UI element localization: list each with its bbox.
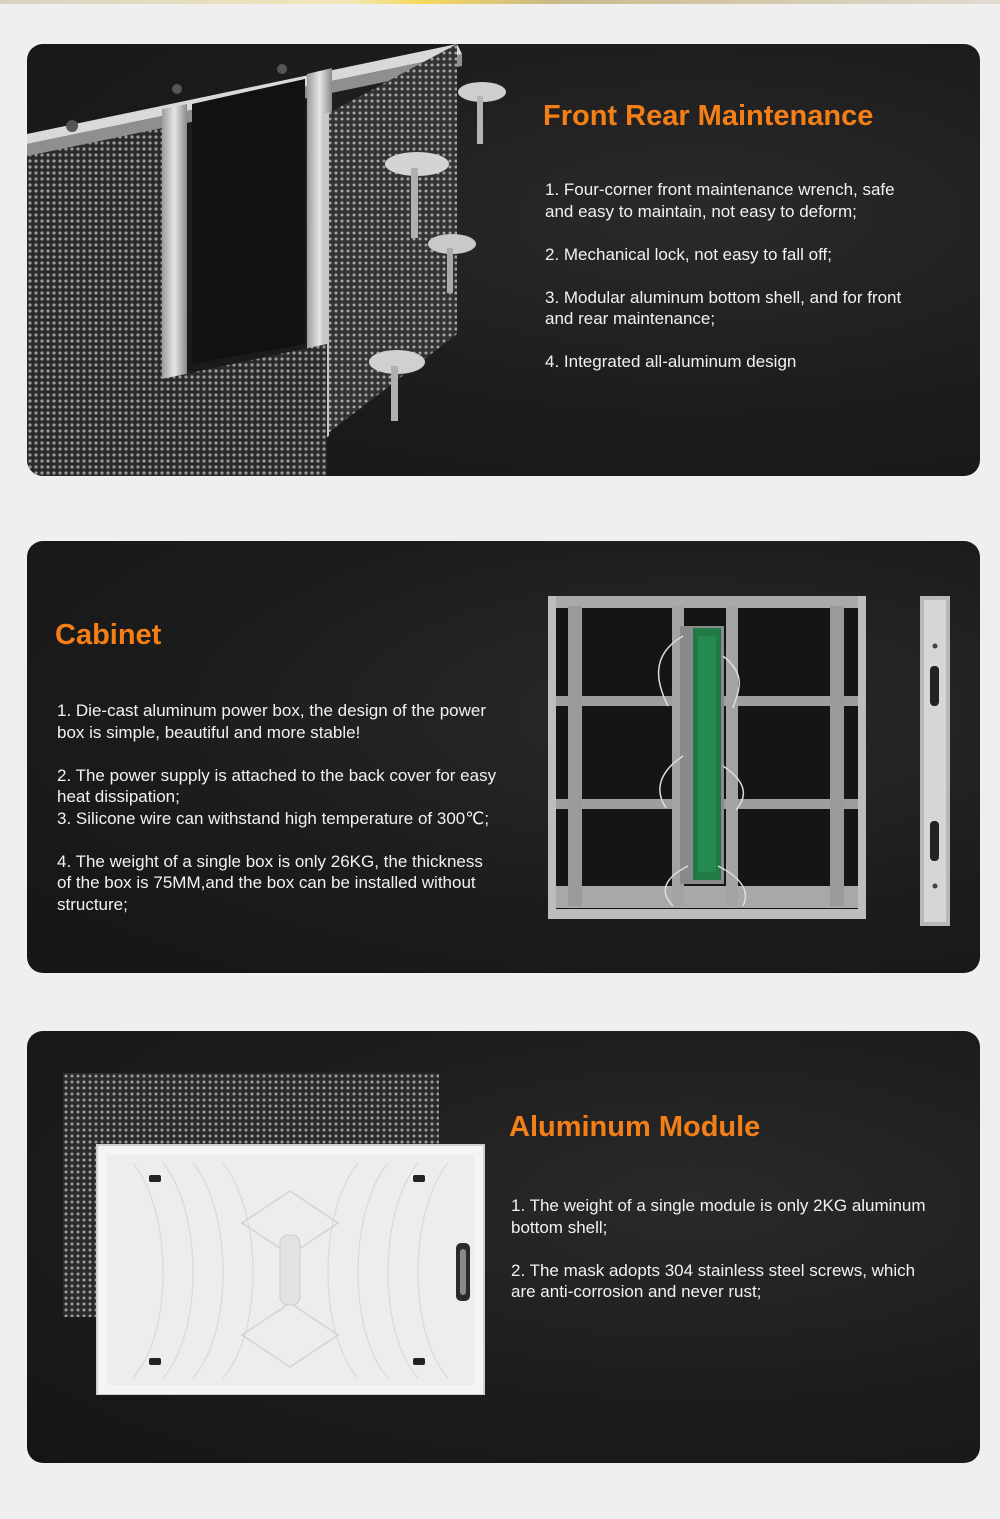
top-decorative-bar bbox=[0, 0, 1000, 4]
section-aluminum-module bbox=[27, 1031, 980, 1463]
section-body: 1. The weight of a single module is only 2KG aluminum bottom shell; 2. The mask adopts 304 stainless steel screws, which are anti-corrosion and never rust; bbox=[511, 1196, 926, 1301]
section-body: 1. Four-corner front maintenance wrench, safe and easy to maintain, not easy to deform; 2. Mechanical lock, not easy to fall off; 3. Modular aluminum bottom shell, and for front and rear maintenance; 4. Integrated all-aluminum design bbox=[545, 180, 902, 371]
section-title: Front Rear Maintenance bbox=[543, 100, 874, 132]
section-front-rear-maintenance bbox=[27, 44, 980, 476]
t-wrench-icon bbox=[458, 82, 506, 144]
section-body: 1. Die-cast aluminum power box, the design of the power box is simple, beautiful and more stable! 2. The power supply is attached to the back cover for easy heat dissipation; 3. Silicone wire can withstand high temperature of 300℃; 4. The weight of a single box is only 26KG, the thickness of the box is 75MM,and the box can be installed without structure; bbox=[57, 701, 497, 914]
cabinet-side-profile-image bbox=[920, 596, 950, 926]
section-cabinet bbox=[27, 541, 980, 973]
section-title: Aluminum Module bbox=[509, 1111, 761, 1143]
led-cabinet-image bbox=[27, 44, 527, 476]
section-title: Cabinet bbox=[55, 619, 162, 651]
cabinet-rear-frame-image bbox=[548, 596, 866, 919]
aluminum-module-image bbox=[63, 1073, 488, 1395]
